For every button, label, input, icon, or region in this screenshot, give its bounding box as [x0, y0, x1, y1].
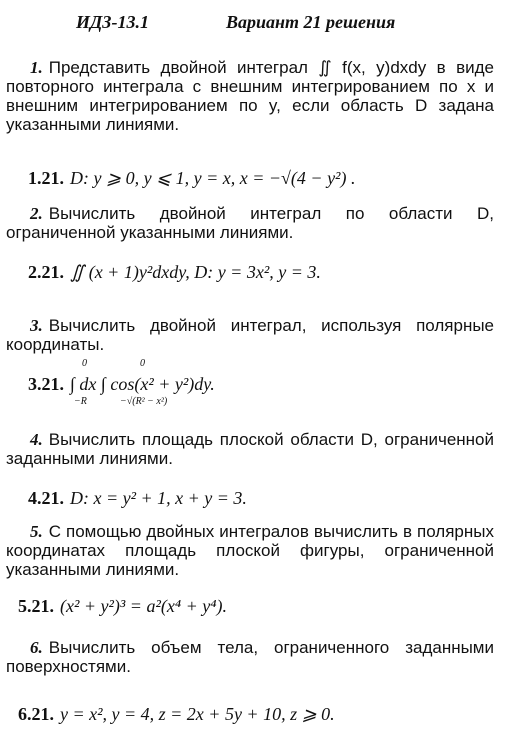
problem-4-21-number: 4.21. [28, 488, 64, 508]
problem-3-21-number: 3.21. [28, 374, 64, 394]
task-4 [6, 430, 494, 468]
problem-4-21-expr: D: x = y² + 1, x + y = 3. [70, 488, 247, 508]
problem-1-21 [28, 168, 355, 189]
task-2-text: Вычислить двойной интеграл по области D, ограниченной указанными линиями. [6, 204, 494, 242]
task-6-text: Вычислить объем тела, ограниченного заданными поверхностями. [6, 638, 494, 676]
limit-upper-2: 0 [140, 358, 145, 369]
problem-6-21-expr: y = x², y = 4, z = 2x + 5y + 10, z ⩾ 0. [60, 704, 335, 724]
task-2 [6, 204, 494, 242]
problem-1-21-expr: D: y ⩾ 0, y ⩽ 1, y = x, x = −√(4 − y²) . [70, 168, 356, 188]
task-1 [6, 58, 494, 134]
limit-upper-1: 0 [82, 358, 87, 369]
task-1-text: Представить двойной интеграл ∬ f(x, y)dxdy в виде повторного интеграла с внешним интегрированием по x и внешним интегрированием по y, если область D задана указанными линиями. [6, 58, 494, 134]
problem-2-21-number: 2.21. [28, 262, 64, 282]
problem-2-21 [28, 262, 321, 283]
problem-5-21-number: 5.21. [18, 596, 54, 616]
limit-lower-2: −√(R² − x²) [120, 396, 168, 407]
problem-5-21 [18, 596, 227, 617]
task-1-number: 1. [30, 58, 43, 77]
problem-6-21 [18, 704, 335, 725]
limit-lower-1: −R [74, 396, 87, 407]
problem-3-21-expr: ∫ dx ∫ cos(x² + y²)dy. [70, 374, 215, 394]
task-4-number: 4. [30, 430, 43, 449]
header-left: ИДЗ-13.1 [76, 12, 149, 32]
problem-5-21-expr: (x² + y²)³ = a²(x⁴ + y⁴). [60, 596, 227, 616]
task-6 [6, 638, 494, 676]
task-5 [6, 522, 494, 579]
problem-2-21-expr: ∬ (x + 1)y²dxdy, D: y = 3x², y = 3. [70, 262, 321, 282]
problem-3-21 [28, 358, 215, 407]
task-3-text: Вычислить двойной интеграл, используя полярные координаты. [6, 316, 494, 354]
problem-4-21 [28, 488, 247, 509]
task-2-number: 2. [30, 204, 43, 223]
task-6-number: 6. [30, 638, 43, 657]
task-3 [6, 316, 494, 354]
task-5-number: 5. [30, 522, 43, 541]
problem-1-21-number: 1.21. [28, 168, 64, 188]
problem-6-21-number: 6.21. [18, 704, 54, 724]
header-right: Вариант 21 решения [226, 12, 396, 32]
task-3-number: 3. [30, 316, 43, 335]
task-5-text: С помощью двойных интегралов вычислить в полярных координатах площадь плоской фигуры, ограниченной указанными линиями. [6, 522, 494, 579]
task-4-text: Вычислить площадь плоской области D, ограниченной заданными линиями. [6, 430, 494, 468]
